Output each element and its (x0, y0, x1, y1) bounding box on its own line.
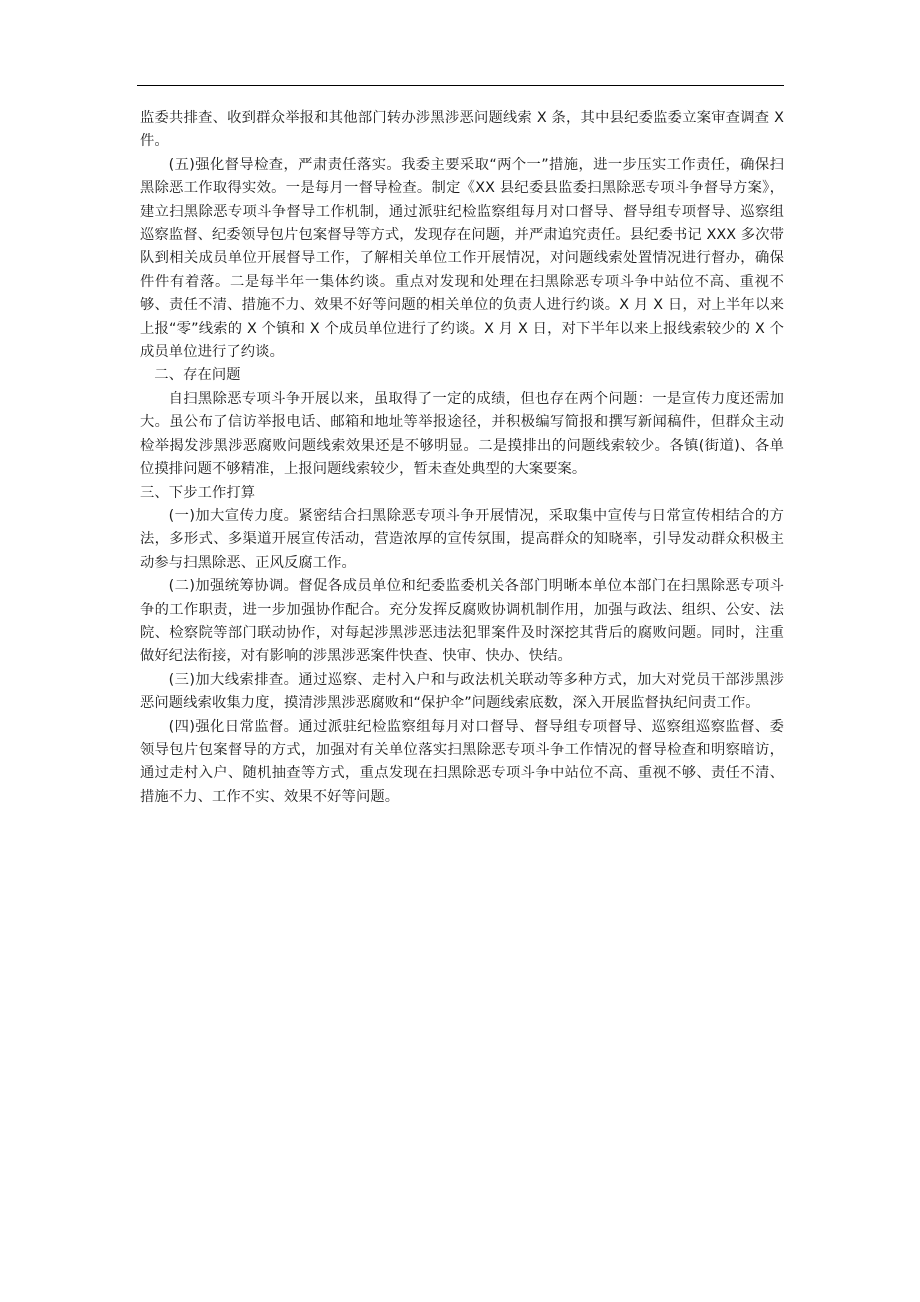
paragraph-coordination: (二)加强统筹协调。督促各成员单位和纪委监委机关各部门明晰本单位本部门在扫黑除恶专项斗争的工作职责，进一步加强协作配合。充分发挥反腐败协调机制作用，加强与政法、组织、公安、法院、检察院等部门联动协作，对每起涉黑涉恶违法犯罪案件及时深挖其背后的腐败问题。同时，注重做好纪法衔接，对有影响的涉黑涉恶案件快查、快审、快办、快结。 (140, 578, 784, 665)
paragraph-daily-supervision: (四)强化日常监督。通过派驻纪检监察组每月对口督导、督导组专项督导、巡察组巡察监督、委领导包片包案督导的方式，加强对有关单位落实扫黑除恶专项斗争工作情况的督导检查和明察暗访，通过走村入户、随机抽查等方式，重点发现在扫黑除恶专项斗争中站位不高、重视不够、责任不清、措施不力、工作不实、效果不好等问题。 (140, 718, 784, 805)
paragraph-problems: 自扫黑除恶专项斗争开展以来，虽取得了一定的成绩，但也存在两个问题：一是宣传力度还需加大。虽公布了信访举报电话、邮箱和地址等举报途径，并积极编写简报和撰写新闻稿件，但群众主动检举揭发涉黑涉恶腐败问题线索效果还是不够明显。二是摸排出的问题线索较少。各镇(街道)、各单位摸排问题不够精准，上报问题线索较少，暂未查处典型的大案要案。 (140, 390, 784, 478)
document-body (140, 107, 784, 809)
section-heading-problems: 二、存在问题 (154, 367, 241, 384)
paragraph-clue-screening: (三)加大线索排查。通过巡察、走村入户和与政法机关联动等多种方式，加大对党员干部涉黑涉恶问题线索收集力度，摸清涉黑涉恶腐败和“保护伞”问题线索底数，深入开展监督执纪问责工作。 (140, 671, 784, 712)
paragraph-publicity: (一)加大宣传力度。紧密结合扫黑除恶专项斗争开展情况，采取集中宣传与日常宣传相结合的方法，多形式、多渠道开展宣传活动，营造浓厚的宣传氛围，提高群众的知晓率，引导发动群众积极主动参与扫黑除恶、正风反腐工作。 (140, 507, 784, 571)
section-heading-next-steps: 三、下步工作打算 (140, 484, 256, 501)
paragraph-continuation: 监委共排查、收到群众举报和其他部门转办涉黑涉恶问题线索 X 条，其中县纪委监委立案审查调查 X 件。 (140, 110, 784, 150)
paragraph-supervision: (五)强化督导检查，严肃责任落实。我委主要采取“两个一”措施，进一步压实工作责任，确保扫黑除恶工作取得实效。一是每月一督导检查。制定《XX 县纪委县监委扫黑除恶专项斗争督导方案》，建立扫黑除恶专项斗争督导工作机制，通过派驻纪检监察组每月对口督导、督导组专项督导、巡察组巡察监督、纪委领导包片包案督导等方式，发现存在问题，并严肃追究责任。县纪委书记 XXX 多次带队到相关成员单位开展督导工作，了解相关单位工作开展情况，对问题线索处置情况进行督办，确保件件有着落。二是每半年一集体约谈。重点对发现和处理在扫黑除恶专项斗争中站位不高、重视不够、责任不清、措施不力、效果不好等问题的相关单位的负责人进行约谈。X 月 X 日，对上半年以来上报“零”线索的 X 个镇和 X 个成员单位进行了约谈。X 月 X 日，对下半年以来上报线索较少的 X 个成员单位进行了约谈。 (140, 156, 784, 361)
header-rule (137, 85, 784, 86)
